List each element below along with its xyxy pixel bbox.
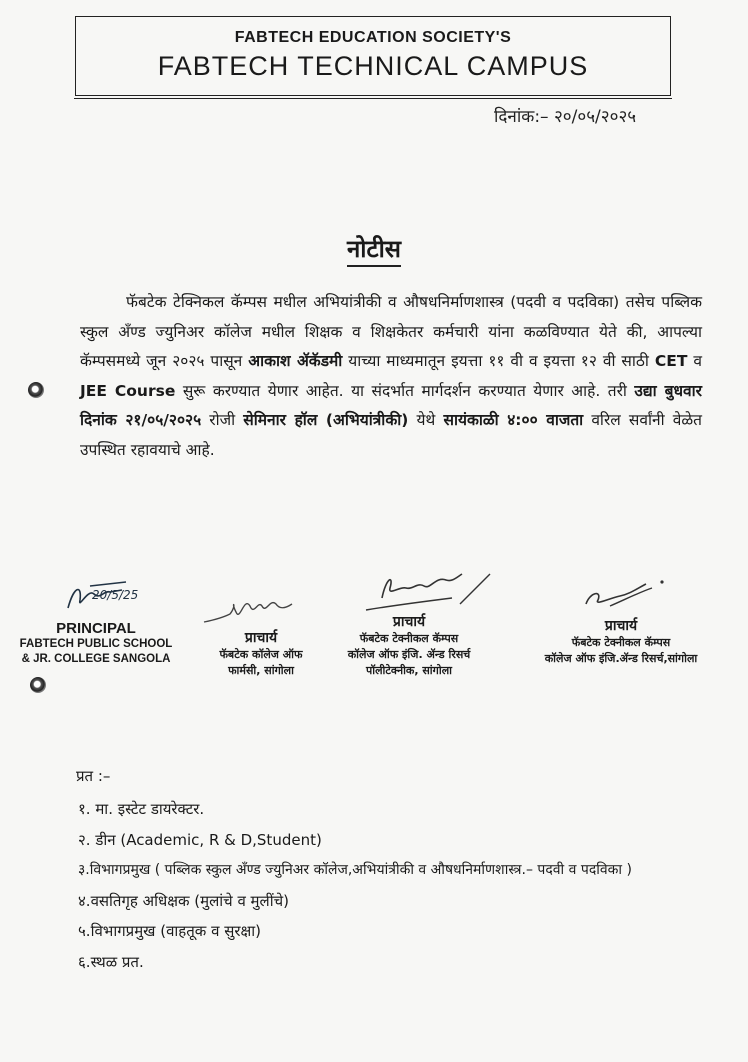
- copy-to-list: [78, 794, 632, 977]
- body-bold-academy: आकाश ॲकॅडमी: [248, 352, 343, 370]
- principal-handwritten-date: 20/5/25: [92, 588, 139, 602]
- punch-hole-bottom: [30, 677, 46, 693]
- body-text-4: सुरू करण्यात येणार आहेत. या संदर्भात मार्गदर्शन करण्यात येणार आहे. तरी: [175, 381, 635, 400]
- polytechnic-signature-block: [324, 612, 494, 679]
- pharmacy-line2: फार्मसी, सांगोला: [228, 664, 294, 677]
- principal-college: & JR. COLLEGE SANGOLA: [21, 653, 171, 665]
- punch-hole-top: [28, 382, 44, 398]
- body-bold-date: उद्या बुधवार दिनांक २१/०५/२०२५: [80, 381, 702, 429]
- body-text-6: येथे: [408, 411, 444, 429]
- copy-to-heading: प्रत :–: [76, 767, 111, 785]
- notice-body: [80, 288, 702, 465]
- body-text-1: फॅबटेक टेक्निकल कॅम्पस मधील अभियांत्रीकी व औषधनिर्माणशास्त्र (पदवी व पदविका) तसेच पब्लिक स्कुल अँण्ड ज्युनिअर कॉलेज मधील शिक्षक व शिक्षकेतर कर्मचारी यांना कळविण्यात येते की, आपल्या कॅम्पसमध्ये जून २०२५ पासून: [80, 293, 702, 370]
- pharmacy-signature-block: [196, 628, 326, 679]
- notice-title: [0, 232, 748, 265]
- polytechnic-line2: कॉलेज ऑफ इंजि. ॲन्ड रिसर्च: [347, 648, 471, 661]
- body-bold-time: सायंकाळी ४:०० वाजता: [443, 411, 584, 429]
- copy-to-item: ४.वसतिगृह अधिक्षक (मुलांचे व मुलींचे): [78, 891, 289, 910]
- body-bold-venue: सेमिनार हॉल (अभियांत्रीकी): [243, 411, 409, 429]
- body-bold-cet: CET: [654, 352, 688, 370]
- copy-to-item: २. डीन (Academic, R & D,Student): [78, 830, 322, 849]
- body-text-2: याच्या माध्यमातून इयत्ता ११ वी व इयत्ता १२ वी साठी: [342, 352, 655, 370]
- engineering-line1: फॅबटेक टेक्नीकल कॅम्पस: [571, 636, 671, 649]
- polytechnic-line1: फॅबटेक टेक्नीकल कॅम्पस: [359, 632, 459, 645]
- letterhead-underline: [74, 98, 672, 99]
- letterhead-box: [75, 16, 671, 96]
- polytechnic-line3: पॉलीटेक्नीक, सांगोला: [365, 664, 453, 677]
- engineering-line2: कॉलेज ऑफ इंजि.ॲन्ड रिसर्च,सांगोला: [544, 652, 698, 665]
- body-bold-jee: JEE Course: [80, 381, 176, 400]
- engineering-title: प्राचार्य: [604, 618, 638, 634]
- polytechnic-signature: [360, 568, 500, 613]
- body-text-3: व: [687, 352, 702, 370]
- copy-to-item: ५.विभागप्रमुख (वाहतूक व सुरक्षा): [78, 922, 261, 940]
- polytechnic-title: प्राचार्य: [392, 614, 426, 630]
- pharmacy-title: प्राचार्य: [244, 630, 278, 646]
- copy-to-item: ३.विभागप्रमुख ( पब्लिक स्कुल अँण्ड ज्युनिअर कॉलेज,अभियांत्रीकी व औषधनिर्माणशास्त्र.– पदवी व पदविका ): [78, 862, 632, 878]
- pharmacy-signature: [200, 592, 310, 632]
- campus-name: FABTECH TECHNICAL CAMPUS: [157, 51, 589, 81]
- society-name: FABTECH EDUCATION SOCIETY'S: [234, 29, 512, 46]
- notice-date: दिनांक:– २०/०५/२०२५: [494, 107, 637, 127]
- body-text-7: वरिल सर्वांनी वेळेत उपस्थित रहावयाचे आहे.: [80, 411, 702, 459]
- principal-title: PRINCIPAL: [56, 620, 136, 637]
- principal-school: FABTECH PUBLIC SCHOOL: [19, 638, 173, 650]
- pharmacy-line1: फॅबटेक कॉलेज ऑफ: [219, 648, 303, 661]
- copy-to-item: १. मा. इस्टेट डायरेक्टर.: [78, 800, 205, 818]
- body-text-5: रोजी: [201, 411, 244, 429]
- engineering-signature: [580, 574, 680, 614]
- engineering-signature-block: [516, 616, 726, 667]
- notice-title-text: नोटीस: [347, 235, 401, 267]
- principal-signature-block: [6, 620, 186, 667]
- copy-to-item: ६.स्थळ प्रत.: [78, 952, 144, 971]
